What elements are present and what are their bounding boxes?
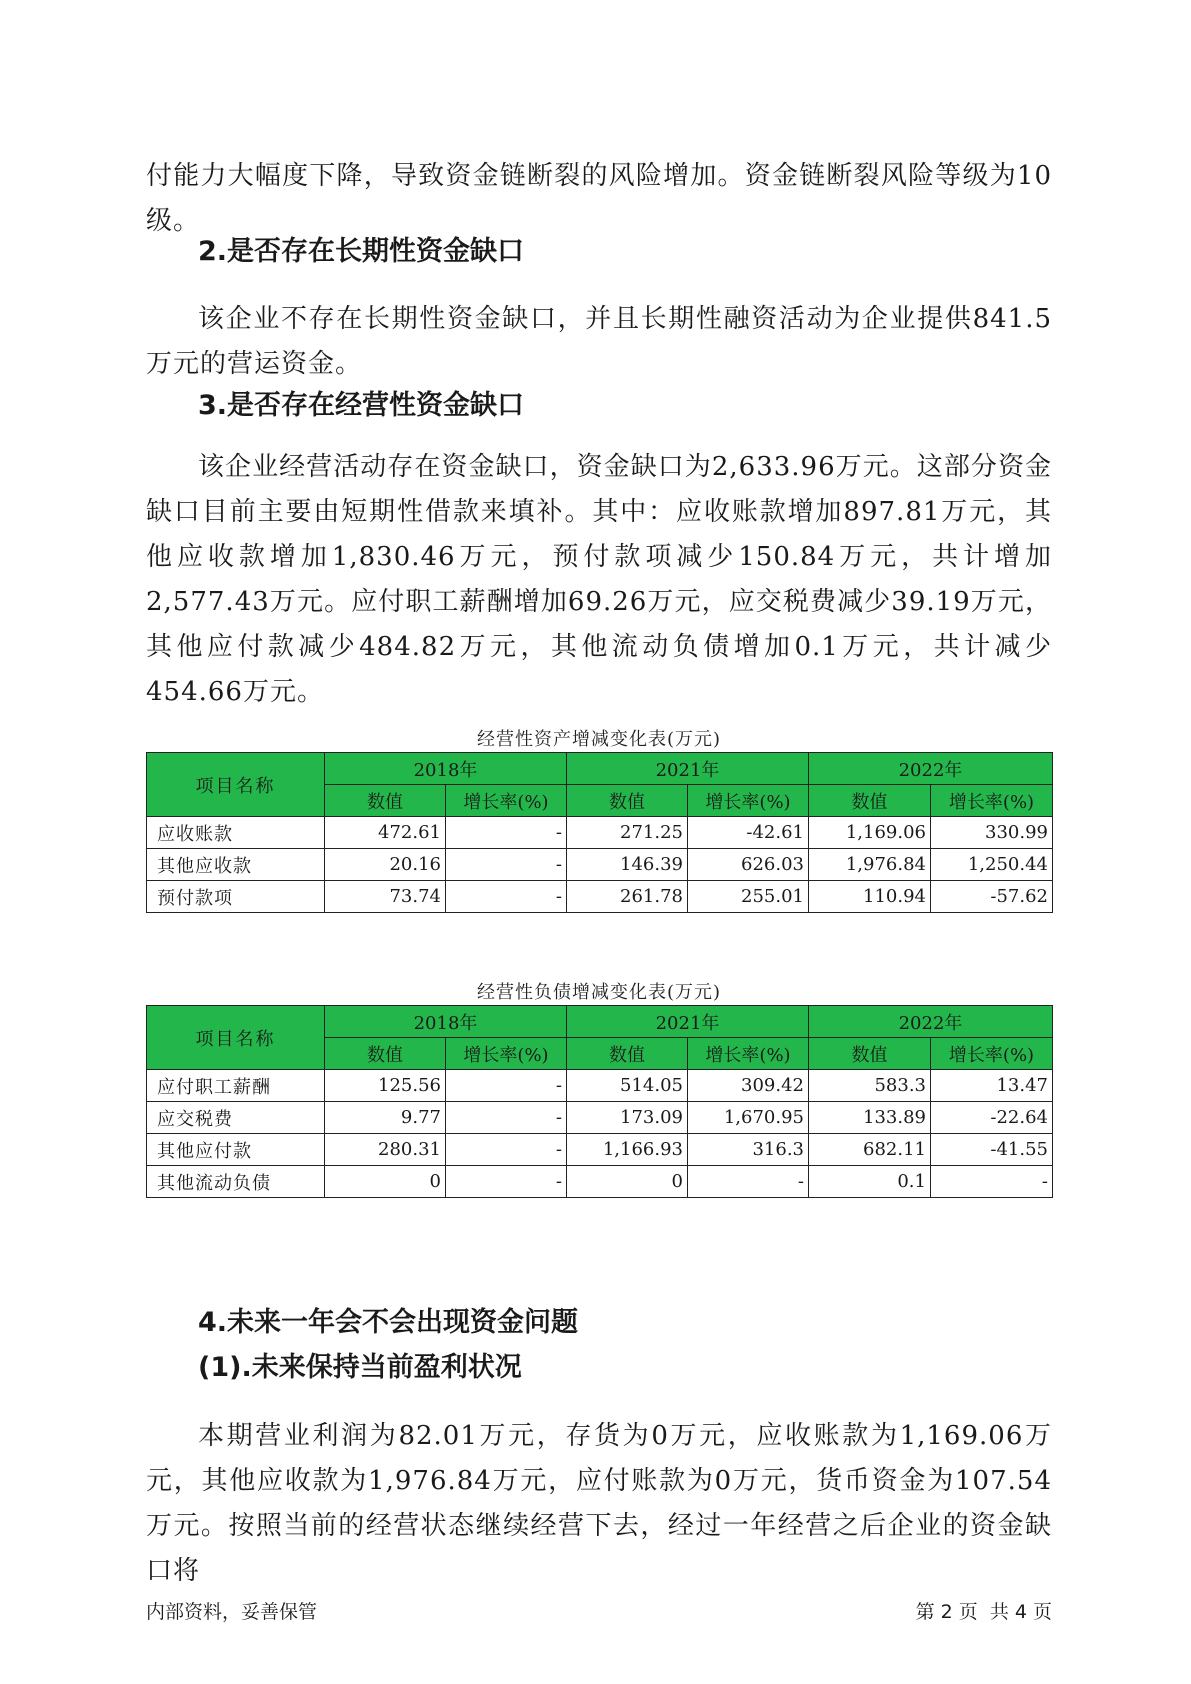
table-cell: 9.77 xyxy=(325,1102,446,1134)
column-header-growth: 增长率(%) xyxy=(931,1038,1053,1070)
table-cell: -57.62 xyxy=(931,881,1053,913)
table-cell: 1,169.06 xyxy=(809,817,931,849)
column-header-year: 2021年 xyxy=(567,753,809,785)
column-header-growth: 增长率(%) xyxy=(688,785,809,817)
table-cell: - xyxy=(446,1166,567,1198)
table-cell: 316.3 xyxy=(688,1134,809,1166)
table-cell: - xyxy=(446,881,567,913)
table-row xyxy=(147,1166,1053,1198)
table-cell: -22.64 xyxy=(931,1102,1053,1134)
heading-next-year: 4.未来一年会不会出现资金问题 xyxy=(198,1307,579,1338)
table-cell: - xyxy=(446,1102,567,1134)
table-cell: 1,250.44 xyxy=(931,849,1053,881)
column-header-year: 2018年 xyxy=(325,1006,567,1038)
table-cell: - xyxy=(688,1166,809,1198)
column-header-year: 2021年 xyxy=(567,1006,809,1038)
liabilities-table xyxy=(146,1005,1053,1198)
column-header-value: 数值 xyxy=(325,1038,446,1070)
footer-confidential: 内部资料，妥善保管 xyxy=(146,1601,318,1623)
column-header-value: 数值 xyxy=(325,785,446,817)
table-cell: 1,166.93 xyxy=(567,1134,688,1166)
heading-operating-gap: 3.是否存在经营性资金缺口 xyxy=(198,390,525,421)
row-label: 应交税费 xyxy=(147,1102,325,1134)
table-cell: 280.31 xyxy=(325,1134,446,1166)
table-row xyxy=(147,881,1053,913)
table-cell: -41.55 xyxy=(931,1134,1053,1166)
table-cell: 133.89 xyxy=(809,1102,931,1134)
table-cell: 146.39 xyxy=(567,849,688,881)
table-cell: 0 xyxy=(567,1166,688,1198)
table-row xyxy=(147,1070,1053,1102)
row-label: 应付职工薪酬 xyxy=(147,1070,325,1102)
table-cell: 255.01 xyxy=(688,881,809,913)
paragraph-operating-gap: 该企业经营活动存在资金缺口，资金缺口为2,633.96万元。这部分资金缺口目前主要由短期性借款来填补。其中：应收账款增加897.81万元，其他应收款增加1,830.46万元，预付款项减少150.84万元，共计增加2,577.43万元。应付职工薪酬增加69.26万元，应交税费减少39.19万元，其他应付款减少484.82万元，其他流动负债增加0.1万元，共计减少454.66万元。 xyxy=(146,452,1052,707)
row-label: 预付款项 xyxy=(147,881,325,913)
footer-page-number: 第 2 页 共 4 页 xyxy=(915,1601,1052,1623)
row-label: 其他应收款 xyxy=(147,849,325,881)
table-cell: - xyxy=(931,1166,1053,1198)
paragraph-risk-level: 付能力大幅度下降，导致资金链断裂的风险增加。资金链断裂风险等级为10级。 xyxy=(146,161,1052,236)
assets-table-caption: 经营性资产增减变化表(万元) xyxy=(476,729,722,750)
liabilities-table-caption: 经营性负债增减变化表(万元) xyxy=(476,982,722,1003)
paragraph-long-term-gap: 该企业不存在长期性资金缺口，并且长期性融资活动为企业提供841.5万元的营运资金。 xyxy=(146,304,1052,379)
table-cell: 20.16 xyxy=(325,849,446,881)
heading-keep-profit: (1).未来保持当前盈利状况 xyxy=(198,1352,522,1383)
table-cell: 309.42 xyxy=(688,1070,809,1102)
column-header-value: 数值 xyxy=(809,785,931,817)
table-cell: 682.11 xyxy=(809,1134,931,1166)
row-label: 应收账款 xyxy=(147,817,325,849)
table-cell: - xyxy=(446,849,567,881)
column-header-value: 数值 xyxy=(809,1038,931,1070)
table-cell: - xyxy=(446,1070,567,1102)
paragraph-forecast: 本期营业利润为82.01万元，存货为0万元，应收账款为1,169.06万元，其他应收款为1,976.84万元，应付账款为0万元，货币资金为107.54万元。按照当前的经营状态继续经营下去，经过一年经营之后企业的资金缺口将 xyxy=(146,1421,1052,1586)
table-cell: 271.25 xyxy=(567,817,688,849)
table-cell: 583.3 xyxy=(809,1070,931,1102)
column-header-year: 2022年 xyxy=(809,753,1053,785)
table-row xyxy=(147,1102,1053,1134)
table-cell: - xyxy=(446,817,567,849)
table-row xyxy=(147,817,1053,849)
table-row xyxy=(147,1134,1053,1166)
table-cell: 330.99 xyxy=(931,817,1053,849)
column-header-growth: 增长率(%) xyxy=(446,785,567,817)
heading-long-term-gap: 2.是否存在长期性资金缺口 xyxy=(198,236,525,267)
table-cell: 514.05 xyxy=(567,1070,688,1102)
column-header-item-name: 项目名称 xyxy=(147,1006,325,1070)
table-cell: 0 xyxy=(325,1166,446,1198)
table-cell: 110.94 xyxy=(809,881,931,913)
column-header-item-name: 项目名称 xyxy=(147,753,325,817)
column-header-year: 2022年 xyxy=(809,1006,1053,1038)
column-header-value: 数值 xyxy=(567,1038,688,1070)
table-cell: 261.78 xyxy=(567,881,688,913)
table-cell: - xyxy=(446,1134,567,1166)
table-cell: 13.47 xyxy=(931,1070,1053,1102)
table-cell: 472.61 xyxy=(325,817,446,849)
table-cell: 626.03 xyxy=(688,849,809,881)
column-header-year: 2018年 xyxy=(325,753,567,785)
row-label: 其他应付款 xyxy=(147,1134,325,1166)
column-header-growth: 增长率(%) xyxy=(931,785,1053,817)
column-header-growth: 增长率(%) xyxy=(446,1038,567,1070)
assets-table xyxy=(146,752,1053,913)
column-header-growth: 增长率(%) xyxy=(688,1038,809,1070)
table-cell: 1,976.84 xyxy=(809,849,931,881)
table-cell: -42.61 xyxy=(688,817,809,849)
column-header-value: 数值 xyxy=(567,785,688,817)
table-cell: 125.56 xyxy=(325,1070,446,1102)
table-cell: 173.09 xyxy=(567,1102,688,1134)
table-cell: 0.1 xyxy=(809,1166,931,1198)
row-label: 其他流动负债 xyxy=(147,1166,325,1198)
table-cell: 73.74 xyxy=(325,881,446,913)
table-row xyxy=(147,849,1053,881)
table-cell: 1,670.95 xyxy=(688,1102,809,1134)
